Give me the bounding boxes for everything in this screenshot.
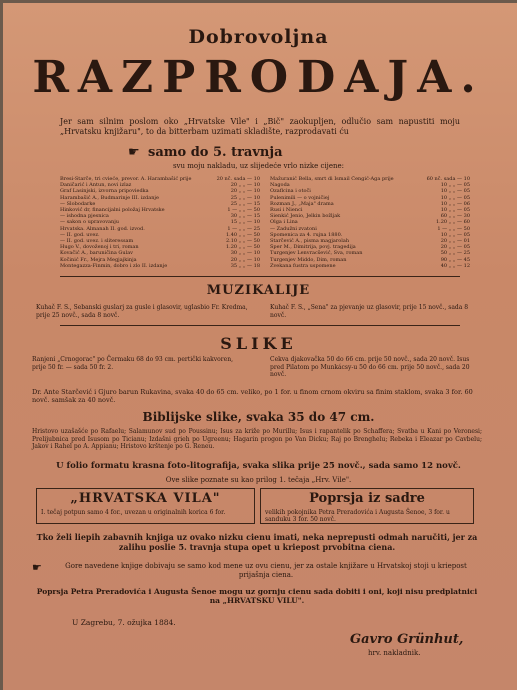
muzikalije-heading: MUZIKALIJE [206, 283, 311, 298]
divider [60, 276, 460, 277]
list-item: 1.20 „ „ — 50 Hugo V., dovoženoj i tri, roman [60, 244, 260, 251]
starcevic-line: Dr. Ante Starčević i Gjuro barun Rukavina, svaka 40 do 65 cm. veliko, po 1 for. u finom crnom okviru sa finim staklom, svaka 3 for. 60 novč. samšak za 40 novč. [32, 388, 473, 404]
list-item: 10 „ „ — 05 Nagoda [270, 182, 470, 189]
poprsja-title: Poprsja iz sadre [309, 491, 425, 506]
list-item: 20 nč. sada — 10 Bresi-Starče, tri cvieće, prevor. A. Harambašić prije [60, 176, 260, 182]
list-item: 30 „ „ — 15 — ishodna pjesnica [60, 213, 260, 220]
svu-line: svu moju nakladu, uz slijedeće vrlo nizke cijene: [172, 162, 345, 170]
right-price-list [270, 176, 470, 269]
muzikalije-left: Kuhač F. S., Sebanski guslarj za gusle i glasovir, uglasbio Fr. Kredma, prije 25 novč., sada 8 novč. [36, 304, 248, 319]
list-item: 50 „ „ — 25 Turgenjev Lenvracšević, Sva, roman [270, 250, 470, 257]
list-item: 1.20 „ „ — 60 Olga i Lina [270, 219, 470, 226]
list-item: 15 „ „ — 10 — sakon o upravovanju [60, 219, 260, 226]
biblijske-heading: Biblijske slike, svaka 35 do 47 cm. [142, 410, 375, 424]
poprsja-box [260, 488, 474, 524]
list-item: 25 „ „ — 10 Harambašić A., Budmarinje III. izdanje [60, 194, 260, 201]
list-item: 25 „ „ — 15 — Slobodarke [60, 200, 260, 207]
muzikalije-right: Kuhač F. S., „Sena" za pjevanje uz glasovir, prije 15 novč., sada 8 novč. [270, 304, 469, 319]
list-item: 90 „ „ — 45 Turgenjev Middo, Dim, roman [270, 256, 470, 263]
biblijske-text: Hristovo uzašašće po Rafaelu; Salamunov sud po Poussinu; Isus za križe po Murillu; Isus i rapantelik po Schaffera; Svatba u Kani po Veronesi; Prelijubnica pred Isusom po Ticianu; Izdašni grieh po Ugreenu; Hagarin progon po Van Dicku; Raj po Brenghelu; Rebeka i Eleazar po Cavbelu; Jakov i Rahel po A. Appianu; Hristovo krštenje po G. Reneu. [32, 428, 482, 450]
hrvatska-vila-box [36, 488, 255, 524]
intro-text: Jer sam silnim poslom oko „Hrvatske Vile" i „Bič" zaokupljen, odlučio sam napustiti moju „Hrvatsku knjižaru", to da bitterbam uzimati skladište, razprodavati ću [60, 117, 460, 136]
tko-zeli: Tko želi liepih zabavnih knjiga uz ovako nizku cienu imati, neka neprepusti odmah naručiti, jer za zalihu poslie 5. travnja stupa opet u kriepost prvobitna ciena. [36, 532, 478, 552]
list-item: 60 „ „ — 30 Sienkić Jenio, Jelkin božljak [270, 213, 470, 220]
ove-slike-line: Ove slike poznate su kao prilog 1. tečaja „Hrv. Vile". [165, 476, 352, 484]
list-item: 2.10 „ „ — 50 — II. god. uvez. i sliteressam [60, 238, 260, 245]
list-item: 10 „ „ — 05 Spomenica za 4. rujna 1880. [270, 231, 470, 238]
signature: Gavro Grünhut, [350, 632, 464, 647]
list-item: 10 „ „ — 05 Rusi i Nienci [270, 207, 470, 214]
left-price-list [60, 176, 260, 269]
top-edge [0, 0, 517, 3]
list-item: 20 „ „ — 05 Šper M., Dimitrija, povj. tragedija [270, 244, 470, 251]
list-item: 20 „ „ — 10 Kočinić Fr., Mejra Megjajkinja [60, 256, 260, 263]
list-item: 1 — „ „ — 50 Hinković dr, financijalni položaj Hrvatske [60, 207, 260, 214]
poprsja-text: velikih pokojnika Petra Preradovića i Augusta Šenoe, 3 for. u sanduku 3 for. 50 novč. [265, 509, 450, 523]
signature-subtitle: hrv. nakladnik. [368, 649, 421, 657]
divider [60, 325, 460, 326]
list-item: 35 „ „ — 18 Montegazza-Finmin, dobro i zlo II. izdanje [60, 262, 260, 269]
poprsja-final: Poprsja Petra Preradovića i Augusta Šenoe mogu uz gornju cienu sada dobiti i oni, koji nisu predplatnici na „HRVATSKU VILU". [36, 587, 478, 605]
list-item: 20 „ „ — 10 Daničarić i Antun, novi izlaz [60, 182, 260, 189]
hrvatska-vila-text: I. tečaj potpun samo 4 for., uvezan u originalnih korica 6 for. [41, 509, 226, 516]
gore-navedene: Gore navedene knjige dobivaju se samo kod mene uz ovu cienu, jer za ostale knjižare u Hrvatskoj stoji u kriepost prijašnja ciena. [65, 562, 467, 579]
hrvatska-vila-title: „HRVATSKA VILA" [70, 491, 221, 506]
list-item: 60 nč. sada — 10 Mažuranić Bella, smrt di Ismail Čengić-Aga prije [270, 176, 470, 182]
pointing-hand-icon: ☛ [32, 561, 42, 574]
slike-left: Ranjeni „Crnogorac" po Čermaku 68 do 93 cm. pertički kakvoren, prije 50 fr. — sada 50 fr. 2. [32, 356, 233, 371]
folio-line: U folio formatu krasna foto-litografija, svaka slika prije 25 novč., sada samo 12 novč. [56, 461, 461, 471]
title-small: Dobrovoljna [188, 26, 329, 48]
pointing-hand-icon: ☛ [128, 145, 140, 160]
list-item: 10 „ „ — 05 Ozaflcina i otoči [270, 188, 470, 195]
samo-do-heading: samo do 5. travnja [148, 145, 283, 160]
list-item: 1 — „ „ — 50 — Zadužni zvatoni [270, 225, 470, 232]
date-line: U Zagrebu, 7. ožujka 1884. [72, 618, 176, 627]
list-item: 1 — „ „ — 25 Hrvatska. Almanah II. god. izvod. [60, 225, 260, 232]
list-item: 10 „ „ — 06 Rozman J., „Maja" drama [270, 200, 470, 207]
list-item: 20 „ „ — 01 Starčević A., pisma magjarolah [270, 238, 470, 245]
slike-heading: SLIKE [220, 334, 297, 353]
list-item: 30 „ „ — 10 Kovačić A., baruničina Gulav [60, 250, 260, 257]
list-item: 1.40 „ „ — 50 — II. god. uvez. [60, 231, 260, 238]
list-item: 20 „ „ — 10 Graf Lasinjski, izvorna pripoviedka [60, 188, 260, 195]
list-item: 40 „ „ — 12 Zvekana fustra uspomene [270, 262, 470, 269]
title-big: RAZPRODAJA. [32, 52, 485, 103]
slike-right: Cekva djakovačka 50 do 66 cm. prije 50 novč., sada 20 novč. Isus pred Pilatom po Munkácsy-u 50 do 66 cm. prije 50 novč., sada 20 novč. [270, 356, 470, 378]
list-item: 10 „ „ — 05 Pulenimili — o vojničiej [270, 194, 470, 201]
